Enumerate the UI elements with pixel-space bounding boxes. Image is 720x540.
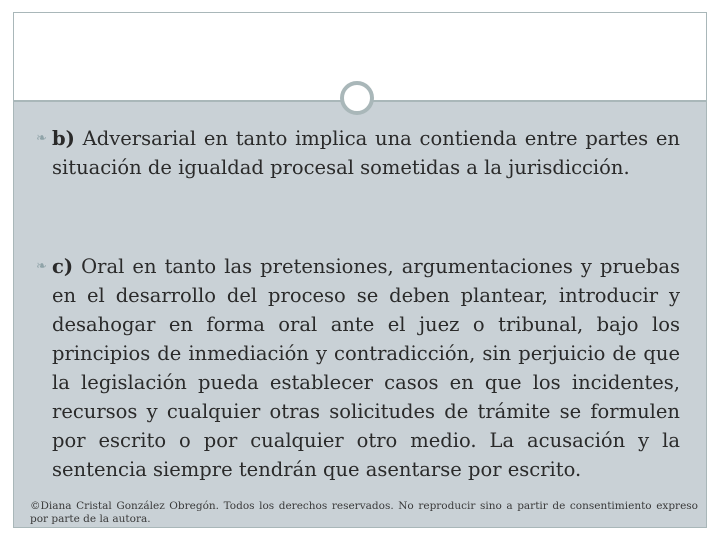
bullet-marker: b) <box>52 127 75 150</box>
bullet-text: Oral en tanto las pretensiones, argumentaciones y pruebas en el desarrollo del proceso se deben plantear, introducir y desahogar en forma oral ante el juez o tribunal, bajo los principios de inmediación y contradicción, sin perjuicio de que la legislación pueda establecer casos en que los incidentes, recursos y cualquier otras solicitudes de trámite se formulen por escrito o por cualquier otro medio. La acusación y la sentencia siempre tendrán que asentarse por escrito. <box>52 255 680 481</box>
circle-ornament-icon <box>340 81 374 115</box>
bullet-marker: c) <box>52 255 74 278</box>
copyright-footer: ©Diana Cristal González Obregón. Todos los derechos reservados. No reproducir sino a partir de consentimiento expreso por parte de la autora. <box>30 500 698 525</box>
fleuron-bullet-icon: ❧ <box>36 259 47 274</box>
bullet-item-oral <box>36 252 680 484</box>
fleuron-bullet-icon: ❧ <box>36 131 47 146</box>
bullet-text: Adversarial en tanto implica una contienda entre partes en situación de igualdad procesal sometidas a la jurisdicción. <box>52 127 680 179</box>
bullet-item-adversarial <box>36 124 680 182</box>
